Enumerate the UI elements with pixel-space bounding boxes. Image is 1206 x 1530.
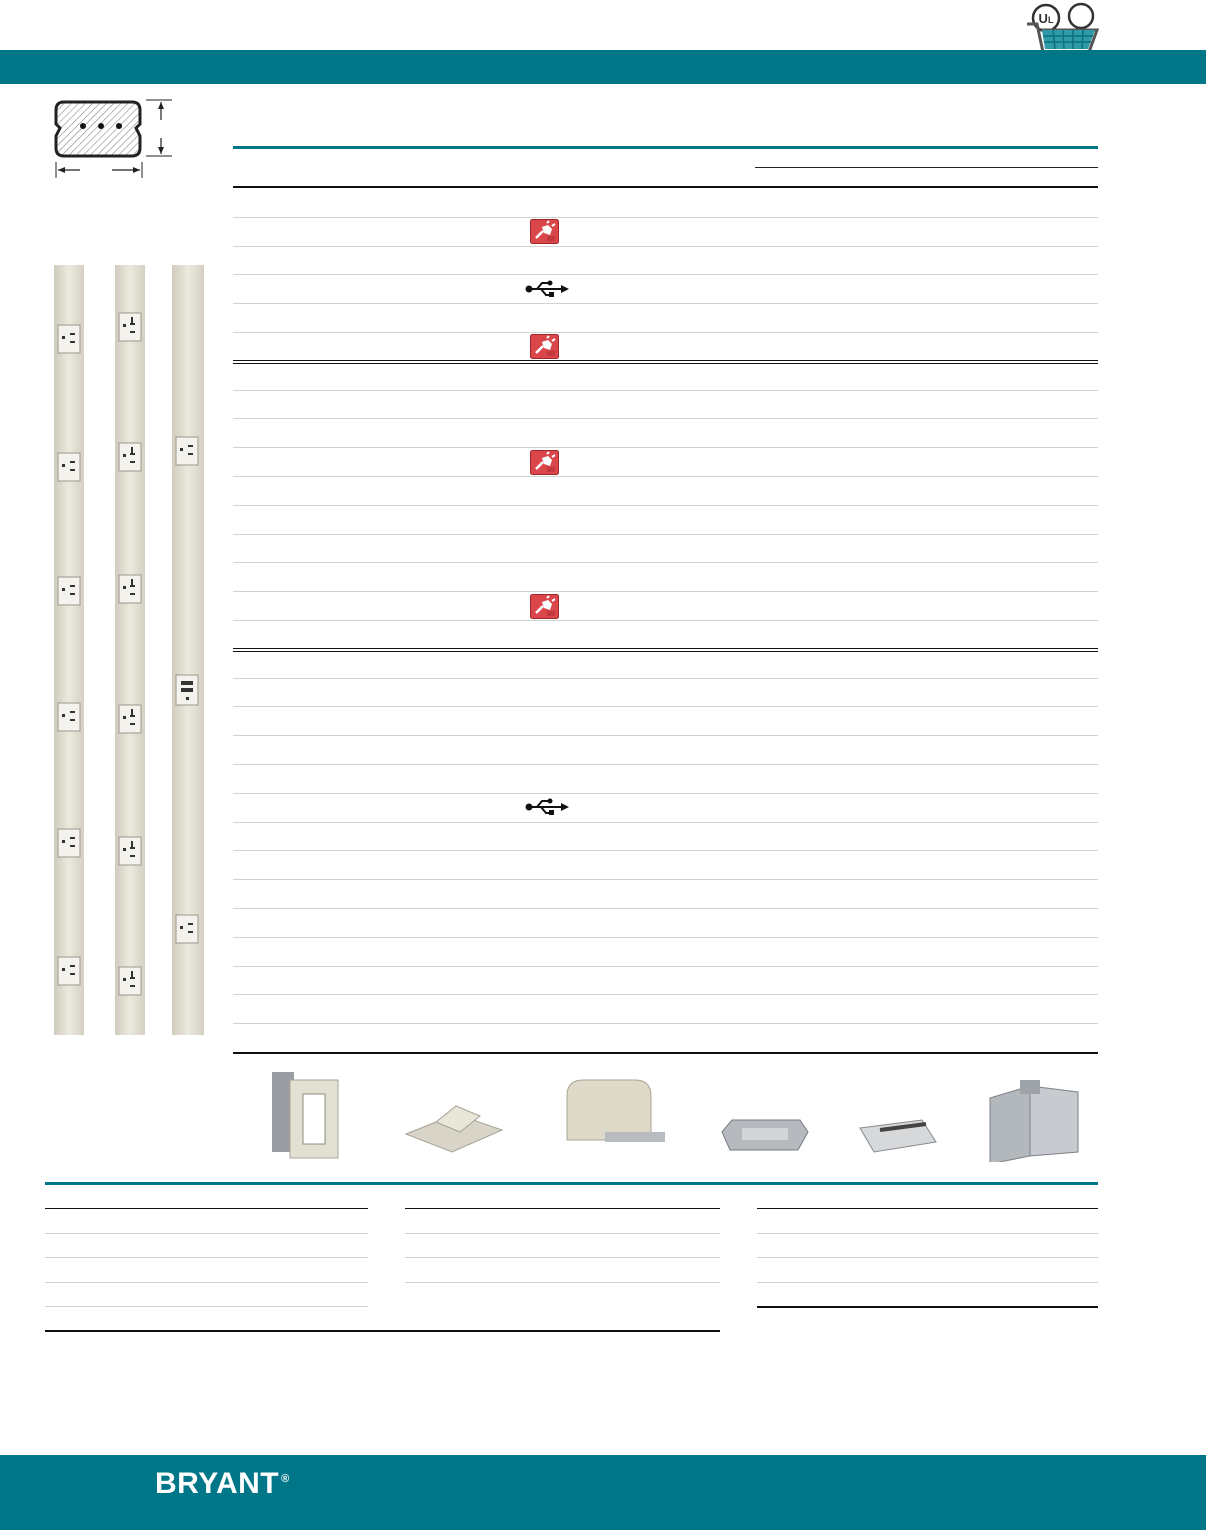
- table-row: [233, 793, 1098, 794]
- table-row: [233, 994, 1098, 995]
- table-row: [405, 1282, 720, 1283]
- table-row: [45, 1306, 368, 1307]
- retainer-clip-image: [860, 1120, 936, 1152]
- end-cap-image: [567, 1080, 665, 1142]
- brand-logo: [155, 1467, 290, 1501]
- accessory-table-end-rule: [757, 1306, 1098, 1308]
- tamper-resistant-icon: [530, 594, 559, 619]
- table-row: [757, 1257, 1098, 1258]
- table-row: [233, 274, 1098, 275]
- table-row: [233, 1023, 1098, 1024]
- table-row: [233, 591, 1098, 592]
- accessory-images: [260, 1062, 1100, 1162]
- table-top-rule: [233, 146, 1098, 149]
- brand-name: BRYANT: [155, 1467, 280, 1500]
- device-box-image: [272, 1072, 338, 1158]
- table-row: [45, 1257, 368, 1258]
- accessory-table-header-rule: [405, 1208, 720, 1209]
- tamper-resistant-icon: [530, 450, 559, 475]
- tamper-resistant-icon: [530, 219, 559, 244]
- accessory-table-header-rule: [757, 1208, 1098, 1209]
- table-row: [233, 505, 1098, 506]
- table-row: [233, 966, 1098, 967]
- table-row: [233, 418, 1098, 419]
- corner-fitting-image: [990, 1080, 1078, 1162]
- table-row: [233, 534, 1098, 535]
- table-subheader-rule: [755, 167, 1098, 168]
- table-row: [45, 1282, 368, 1283]
- raceway-dimension-drawing: [50, 96, 180, 182]
- tee-fitting-image: [406, 1106, 502, 1152]
- table-row: [233, 678, 1098, 679]
- usb-icon: [525, 797, 569, 817]
- brand-registered-mark: ®: [281, 1473, 290, 1485]
- table-row: [233, 850, 1098, 851]
- accessory-table-end-rule: [45, 1330, 720, 1332]
- table-row: [233, 332, 1098, 333]
- table-row: [45, 1233, 368, 1234]
- multi-outlet-strip-images: [52, 265, 212, 1035]
- table-row: [233, 246, 1098, 247]
- table-row: [233, 360, 1098, 364]
- table-row: [233, 822, 1098, 823]
- table-row: [233, 303, 1098, 304]
- table-row: [233, 908, 1098, 909]
- table-row: [233, 390, 1098, 391]
- table-row: [233, 764, 1098, 765]
- table-row: [233, 735, 1098, 736]
- table-row: [233, 648, 1098, 652]
- table-row: [233, 447, 1098, 448]
- table-row: [233, 879, 1098, 880]
- footer-bar: [0, 1455, 1206, 1530]
- table-row: [757, 1233, 1098, 1234]
- table-row: [405, 1257, 720, 1258]
- accessory-table-header-rule: [45, 1208, 368, 1209]
- table-row: [233, 562, 1098, 563]
- mounting-clip-image: [722, 1120, 808, 1150]
- usb-icon: [525, 279, 569, 299]
- table-row: [233, 476, 1098, 477]
- header-bar: [0, 50, 1206, 84]
- table-row: [233, 1052, 1098, 1054]
- table-row: [233, 706, 1098, 707]
- table-header-rule: [233, 186, 1098, 188]
- svg-text:UL: UL: [1038, 11, 1054, 26]
- table-row: [405, 1233, 720, 1234]
- table-row: [233, 620, 1098, 621]
- table-row: [233, 217, 1098, 218]
- tamper-resistant-icon: [530, 334, 559, 359]
- table-row: [233, 937, 1098, 938]
- accessory-section-rule: [45, 1182, 1098, 1185]
- table-row: [757, 1282, 1098, 1283]
